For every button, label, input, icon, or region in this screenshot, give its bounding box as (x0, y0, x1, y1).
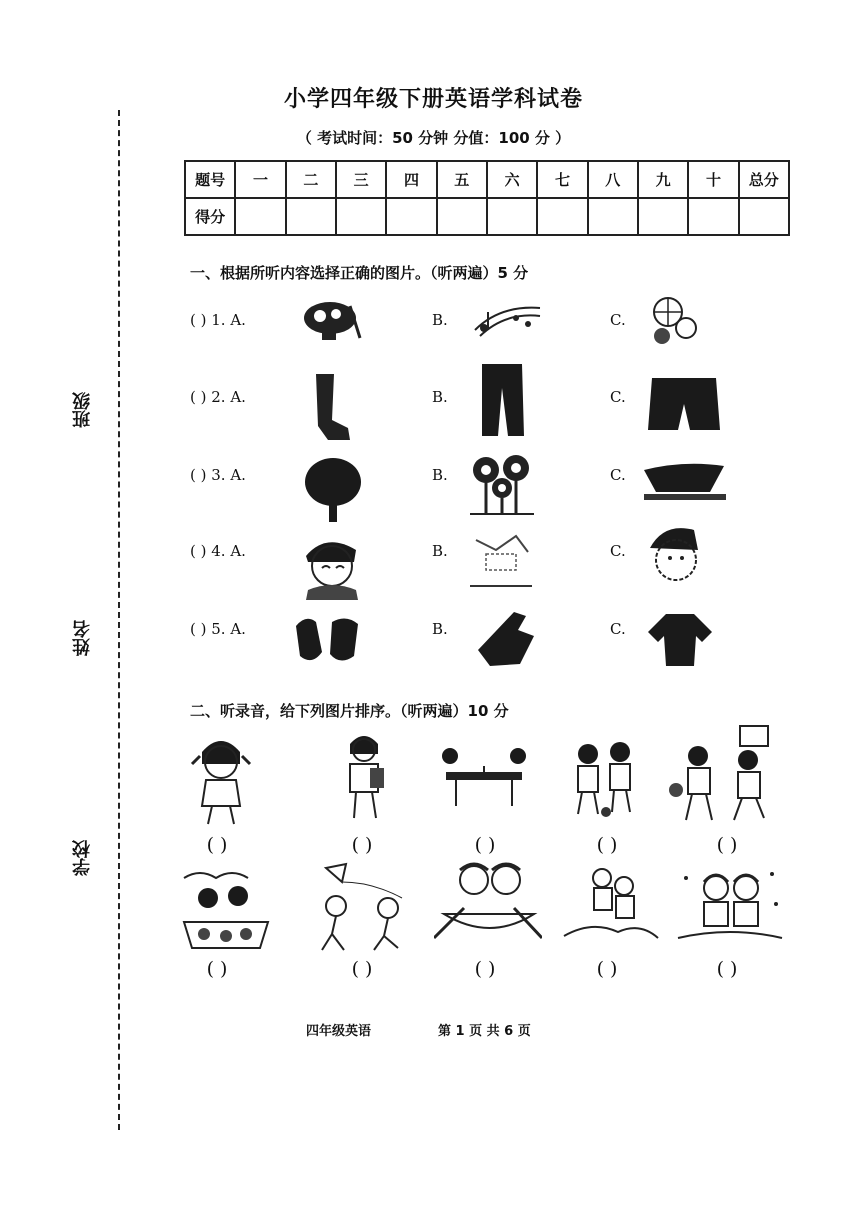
question-4-label: ( ) 4. A. (190, 542, 246, 560)
picnic-icon (180, 862, 272, 952)
score-cell[interactable] (336, 198, 386, 235)
score-header-cell: 四 (386, 161, 436, 198)
question-5-option-b: B. (432, 620, 448, 638)
order-blank[interactable]: ( ) (716, 958, 738, 980)
trousers-icon (476, 362, 528, 438)
question-3-option-b: B. (432, 466, 448, 484)
child-face-icon (644, 522, 706, 592)
score-cell[interactable] (638, 198, 688, 235)
shorts-icon (646, 374, 722, 434)
score-cell[interactable] (739, 198, 789, 235)
section1-heading: 一、根据所听内容选择正确的图片。（听两遍）5 分 (190, 264, 529, 282)
question-5-label: ( ) 5. A. (190, 620, 246, 638)
flowers-icon (466, 452, 538, 516)
score-cell[interactable] (235, 198, 285, 235)
fan-icon (300, 298, 366, 344)
order-blank[interactable]: ( ) (716, 834, 738, 856)
score-header-cell: 七 (537, 161, 587, 198)
hiking-icon (562, 866, 660, 948)
snow-kids-icon (676, 864, 784, 948)
score-table-score-row (185, 198, 789, 235)
score-header-cell: 十 (688, 161, 738, 198)
order-blank[interactable]: ( ) (596, 958, 618, 980)
music-notes-icon (470, 300, 542, 342)
exam-subtitle: （ 考试时间：50 分钟 分值：100 分 ） (296, 129, 571, 147)
socks-icon (308, 370, 360, 444)
score-header-cell: 一 (235, 161, 285, 198)
question-3-option-c: C. (610, 466, 626, 484)
question-3-label: ( ) 3. A. (190, 466, 246, 484)
soccer-kids-icon (570, 740, 640, 820)
score-header-cell: 题号 (185, 161, 235, 198)
score-header-cell: 八 (588, 161, 638, 198)
girl-backpack-icon (336, 728, 392, 822)
side-label-name: 姓名 (72, 620, 93, 656)
score-header-cell: 总分 (739, 161, 789, 198)
score-header-cell: 二 (286, 161, 336, 198)
side-label-school: 学校 (72, 840, 93, 876)
ping-pong-icon (436, 744, 532, 808)
question-1-label: ( ) 1. A. (190, 311, 246, 329)
question-2-option-b: B. (432, 388, 448, 406)
order-blank[interactable]: ( ) (474, 958, 496, 980)
scene-icon (466, 530, 536, 594)
side-label-class: 班级 (72, 392, 93, 428)
score-table (184, 160, 790, 236)
score-row-label: 得分 (185, 198, 235, 235)
section2-heading: 二、听录音，给下列图片排序。（听两遍）10 分 (190, 702, 509, 720)
tree-icon (302, 456, 364, 524)
score-header-cell: 五 (437, 161, 487, 198)
order-blank[interactable]: ( ) (474, 834, 496, 856)
gloves-icon (292, 612, 364, 668)
girl-icon (186, 730, 256, 828)
score-cell[interactable] (588, 198, 638, 235)
question-5-option-c: C. (610, 620, 626, 638)
boy-face-icon (296, 532, 366, 602)
score-cell[interactable] (286, 198, 336, 235)
rowing-boat-icon (434, 858, 542, 950)
order-blank[interactable]: ( ) (206, 834, 228, 856)
question-2-option-c: C. (610, 388, 626, 406)
question-1-option-b: B. (432, 311, 448, 329)
question-2-label: ( ) 2. A. (190, 388, 246, 406)
sports-balls-icon (646, 294, 702, 346)
score-cell[interactable] (487, 198, 537, 235)
score-cell[interactable] (688, 198, 738, 235)
question-1-option-c: C. (610, 311, 626, 329)
footer-subject: 四年级英语 (306, 1024, 372, 1039)
glove-icon (470, 606, 540, 670)
order-blank[interactable]: ( ) (206, 958, 228, 980)
score-table-header-row (185, 161, 789, 198)
footer-page-number: 第 1 页 共 6 页 (438, 1024, 531, 1039)
score-cell[interactable] (386, 198, 436, 235)
sweater-icon (646, 610, 714, 668)
score-header-cell: 三 (336, 161, 386, 198)
score-cell[interactable] (537, 198, 587, 235)
basketball-kids-icon (668, 720, 778, 824)
score-cell[interactable] (437, 198, 487, 235)
score-header-cell: 九 (638, 161, 688, 198)
order-blank[interactable]: ( ) (351, 958, 373, 980)
question-4-option-b: B. (432, 542, 448, 560)
exam-title: 小学四年级下册英语学科试卷 (283, 87, 583, 112)
order-blank[interactable]: ( ) (596, 834, 618, 856)
binding-dashed-line (118, 110, 120, 1130)
score-header-cell: 六 (487, 161, 537, 198)
boat-icon (640, 458, 728, 504)
question-4-option-c: C. (610, 542, 626, 560)
kite-running-icon (312, 862, 412, 954)
order-blank[interactable]: ( ) (351, 834, 373, 856)
